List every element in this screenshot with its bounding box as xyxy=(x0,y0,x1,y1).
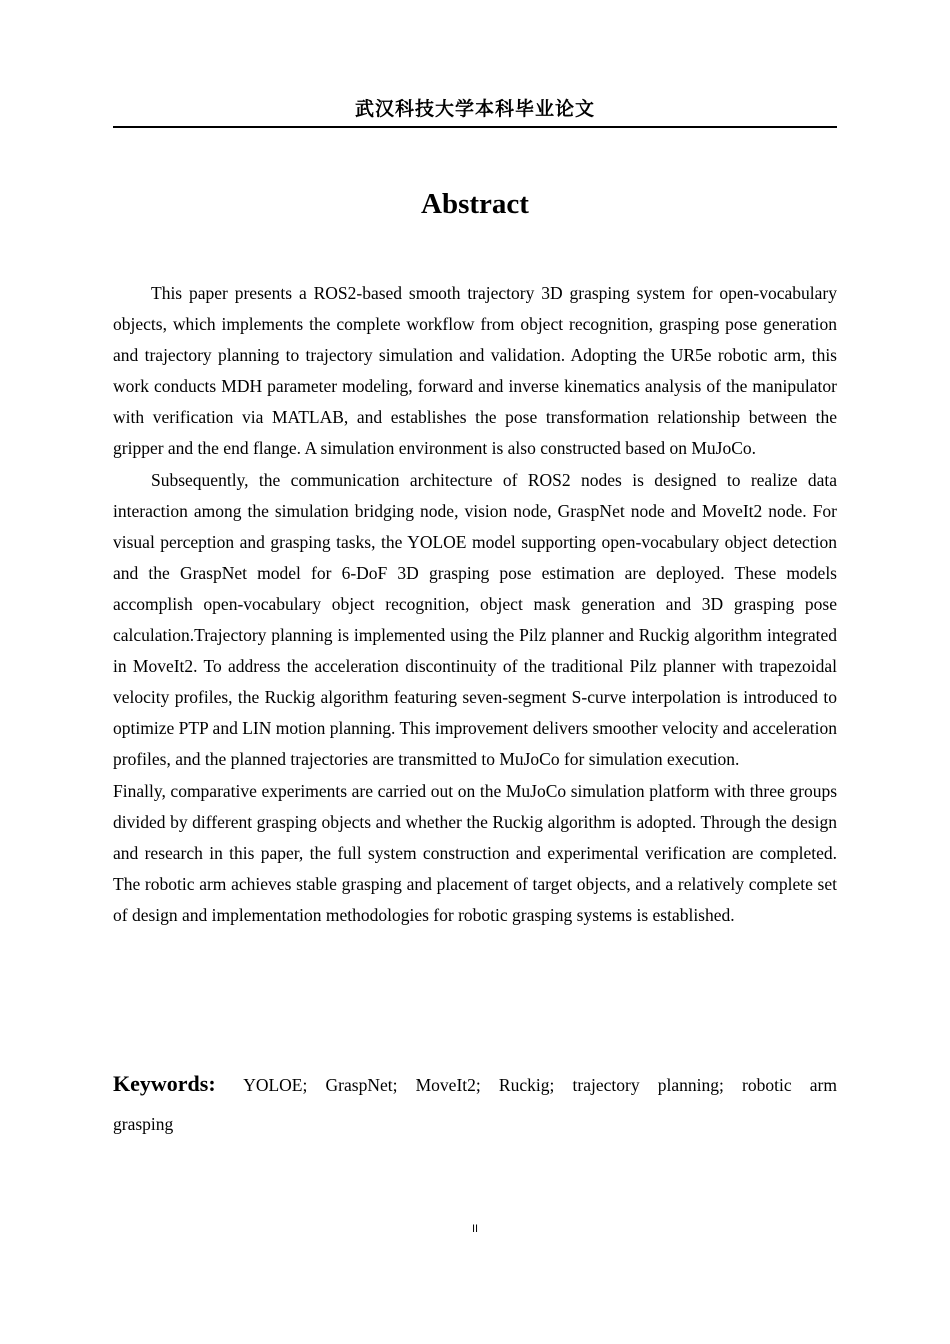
keywords-label: Keywords: xyxy=(113,1071,216,1096)
keywords-list: YOLOE; GraspNet; MoveIt2; Ruckig; trajectory planning; robotic arm grasping xyxy=(113,1075,837,1134)
keywords-block xyxy=(113,1064,837,1144)
page-number: II xyxy=(471,1223,479,1235)
abstract-paragraph-2: Subsequently, the communication architecture of ROS2 nodes is designed to realize data interaction among the simulation bridging node, vision node, GraspNet node and MoveIt2 node. For visual perception and grasping tasks, the YOLOE model supporting open-vocabulary object detection and the GraspNet model for 6-DoF 3D grasping pose estimation are deployed. These models accomplish open-vocabulary object recognition, object mask generation and 3D grasping pose calculation.Trajectory planning is implemented using the Pilz planner and Ruckig algorithm integrated in MoveIt2. To address the acceleration discontinuity of the traditional Pilz planner with trapezoidal velocity profiles, the Ruckig algorithm featuring seven-segment S-curve interpolation is introduced to optimize PTP and LIN motion planning. This improvement delivers smoother velocity and acceleration profiles, and the planned trajectories are transmitted to MuJoCo for simulation execution. xyxy=(113,469,837,770)
abstract-paragraph-1: This paper presents a ROS2-based smooth trajectory 3D grasping system for open-vocabulary objects, which implements the complete workflow from object recognition, grasping pose generation and trajectory planning to trajectory simulation and validation. Adopting the UR5e robotic arm, this work conducts MDH parameter modeling, forward and inverse kinematics analysis of the manipulator with verification via MATLAB, and establishes the pose transformation relationship between the gripper and the end flange. A simulation environment is also constructed based on MuJoCo. xyxy=(113,283,837,459)
abstract-body xyxy=(113,278,837,931)
abstract-title: Abstract xyxy=(421,188,529,220)
abstract-paragraph-3: Finally, comparative experiments are carried out on the MuJoCo simulation platform with three groups divided by different grasping objects and whether the Ruckig algorithm is adopted. Through the design and research in this paper, the full system construction and experimental verification are completed. The robotic arm achieves stable grasping and placement of target objects, and a relatively complete set of design and implementation methodologies for robotic grasping systems is established. xyxy=(113,780,837,925)
header-rule xyxy=(113,126,837,128)
running-header-title: 武汉科技大学本科毕业论文 xyxy=(354,98,595,120)
